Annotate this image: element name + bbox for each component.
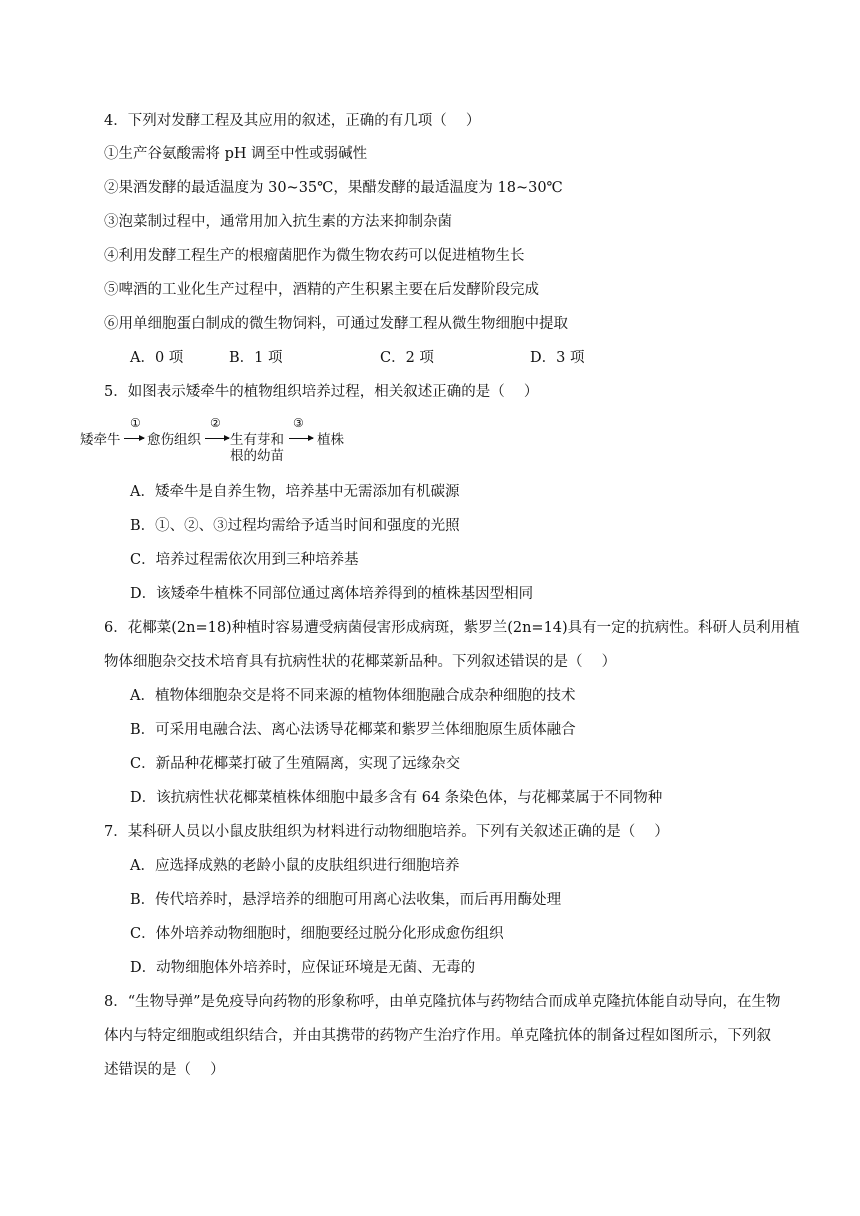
q4-stem: 4．下列对发酵工程及其应用的叙述，正确的有几项（ ） (104, 113, 481, 129)
q6-option-c: C．新品种花椰菜打破了生殖隔离，实现了远缘杂交 (130, 756, 461, 772)
q5-stem: 5．如图表示矮牵牛的植物组织培养过程，相关叙述正确的是（ ） (104, 384, 539, 400)
flow-node-callus: 愈伤组织 (147, 432, 201, 448)
flow-arrow-3 (289, 438, 313, 439)
q4-statement: ⑤啤酒的工业化生产过程中，酒精的产生积累主要在后发酵阶段完成 (104, 282, 539, 298)
q4-statement: ③泡菜制过程中，通常用加入抗生素的方法来抑制杂菌 (104, 214, 452, 230)
q6-stem-line2: 物体细胞杂交技术培育具有抗病性状的花椰菜新品种。下列叙述错误的是（ ） (104, 654, 617, 670)
flow-step-3: ③ (293, 416, 304, 430)
flow-arrow-2 (205, 438, 229, 439)
q7-option-d: D．动物细胞体外培养时，应保证环境是无菌、无毒的 (130, 960, 476, 976)
q6-option-d: D．该抗病性状花椰菜植株体细胞中最多含有 64 条染色体，与花椰菜属于不同物种 (130, 790, 663, 806)
q4-statement: ①生产谷氨酸需将 pH 调至中性或弱碱性 (104, 146, 368, 162)
flow-step-2: ② (210, 416, 221, 430)
q5-option-b: B．①、②、③过程均需给予适当时间和强度的光照 (130, 518, 460, 534)
q8-stem-line2: 体内与特定细胞或组织结合，并由其携带的药物产生治疗作用。单克隆抗体的制备过程如图所示，下列叙 (104, 1028, 771, 1044)
flow-node-plant: 植株 (317, 432, 344, 448)
q4-option-b: B．1 项 (229, 350, 283, 366)
q5-option-d: D．该矮牵牛植株不同部位通过离体培养得到的植株基因型相同 (130, 586, 534, 602)
q4-statement: ④利用发酵工程生产的根瘤菌肥作为微生物农药可以促进植物生长 (104, 248, 525, 264)
tissue-culture-flow-diagram (80, 416, 380, 468)
flow-node-petunia: 矮牵牛 (80, 432, 121, 448)
q4-statement: ②果酒发酵的最适温度为 30~35℃，果醋发酵的最适温度为 18~30℃ (104, 180, 563, 196)
q4-option-a: A．0 项 (130, 350, 184, 366)
flow-node-seedling-line2: 根的幼苗 (230, 448, 284, 464)
q7-option-a: A．应选择成熟的老龄小鼠的皮肤组织进行细胞培养 (130, 858, 460, 874)
q6-option-a: A．植物体细胞杂交是将不同来源的植物体细胞融合成杂种细胞的技术 (130, 688, 576, 704)
flow-node-seedling-line1: 生有芽和 (230, 432, 284, 448)
q4-option-d: D．3 项 (530, 350, 585, 366)
q7-stem: 7．某科研人员以小鼠皮肤组织为材料进行动物细胞培养。下列有关叙述正确的是（ ） (104, 824, 669, 840)
q5-option-a: A．矮牵牛是自养生物，培养基中无需添加有机碳源 (130, 484, 460, 500)
q8-stem-line1: 8．“生物导弹”是免疫导向药物的形象称呼，由单克隆抗体与药物结合而成单克隆抗体能自动导向，在生物 (104, 994, 781, 1010)
q6-option-b: B．可采用电融合法、离心法诱导花椰菜和紫罗兰体细胞原生质体融合 (130, 722, 576, 738)
flow-step-1: ① (130, 416, 141, 430)
flow-arrow-1 (124, 438, 144, 439)
q8-stem-line3: 述错误的是（ ） (104, 1062, 225, 1078)
q7-option-b: B．传代培养时，悬浮培养的细胞可用离心法收集，而后再用酶处理 (130, 892, 562, 908)
q7-option-c: C．体外培养动物细胞时，细胞要经过脱分化形成愈伤组织 (130, 926, 504, 942)
q5-option-c: C．培养过程需依次用到三种培养基 (130, 552, 359, 568)
q6-stem-line1: 6．花椰菜(2n=18)种植时容易遭受病菌侵害形成病斑，紫罗兰(2n=14)具有一定的抗病性。科研人员利用植 (104, 620, 800, 636)
q4-option-c: C．2 项 (380, 350, 434, 366)
q4-statement: ⑥用单细胞蛋白制成的微生物饲料，可通过发酵工程从微生物细胞中提取 (104, 316, 568, 332)
